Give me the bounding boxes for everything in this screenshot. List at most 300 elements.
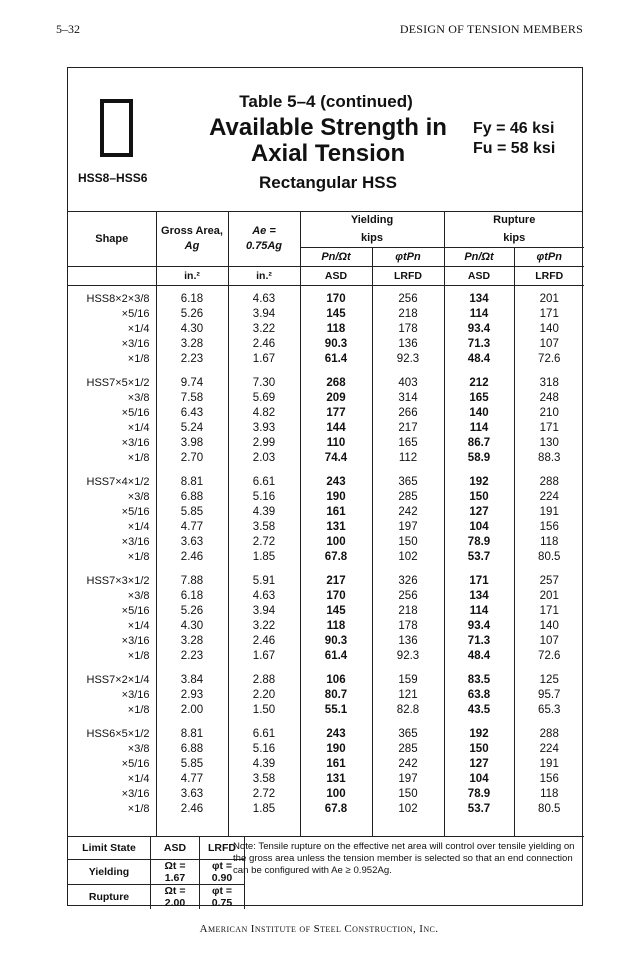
gap-cell xyxy=(228,565,300,574)
cell-effective-area: 6.61 xyxy=(228,727,300,742)
cell-effective-area: 4.39 xyxy=(228,505,300,520)
cell-yield-asd: 170 xyxy=(300,292,372,307)
ae-symbol: 0.75Ag xyxy=(245,239,283,252)
ls-head-lrfd: LRFD xyxy=(200,837,245,860)
cell-yield-asd: 110 xyxy=(300,436,372,451)
gap-cell xyxy=(156,664,228,673)
y-asd-symbol-text: Pn/Ωt xyxy=(321,251,351,263)
cell-gross-area: 3.84 xyxy=(156,673,228,688)
cell-shape: ×1/4 xyxy=(127,323,150,335)
fu-value: Fu = 58 ksi xyxy=(473,140,556,157)
cell-shape: ×1/4 xyxy=(127,773,150,785)
cell-rupture-lrfd: 107 xyxy=(514,634,584,649)
gap-cell xyxy=(300,565,372,574)
cell-yield-asd: 145 xyxy=(300,604,372,619)
cell-gross-area: 8.81 xyxy=(156,727,228,742)
cell-rupture-lrfd: 72.6 xyxy=(514,352,584,367)
cell-effective-area: 5.91 xyxy=(228,574,300,589)
table-row xyxy=(68,307,584,322)
cell-shape: HSS7×4×1/2 xyxy=(86,476,150,488)
gap-cell xyxy=(514,664,584,673)
cell-shape: ×1/8 xyxy=(127,452,150,464)
cell-rupture-asd: 63.8 xyxy=(444,688,514,703)
cell-yield-lrfd: 256 xyxy=(372,589,444,604)
cell-effective-area: 4.63 xyxy=(228,292,300,307)
cell-yield-asd: 118 xyxy=(300,322,372,337)
filler-cell xyxy=(228,817,300,836)
cell-rupture-lrfd: 95.7 xyxy=(514,688,584,703)
table-row xyxy=(68,589,584,604)
cell-shape: ×5/16 xyxy=(121,506,150,518)
cell-gross-area: 6.18 xyxy=(156,589,228,604)
cell-shape: ×3/8 xyxy=(127,491,150,503)
cell-shape: ×3/16 xyxy=(121,338,150,350)
cell-gross-area: 3.98 xyxy=(156,436,228,451)
group-gap xyxy=(68,664,584,673)
cell-yield-lrfd: 197 xyxy=(372,772,444,787)
cell-rupture-lrfd: 171 xyxy=(514,307,584,322)
cell-effective-area: 2.03 xyxy=(228,451,300,466)
cell-gross-area: 7.88 xyxy=(156,574,228,589)
table-row xyxy=(68,604,584,619)
cell-rupture-lrfd: 224 xyxy=(514,742,584,757)
cell-rupture-asd: 171 xyxy=(444,574,514,589)
limit-state-table xyxy=(68,837,245,909)
cell-rupture-asd: 104 xyxy=(444,772,514,787)
shape-range: HSS8–HSS6 xyxy=(78,171,148,185)
table-row xyxy=(68,727,584,742)
cell-yield-lrfd: 365 xyxy=(372,727,444,742)
cell-rupture-asd: 71.3 xyxy=(444,634,514,649)
cell-yield-asd: 90.3 xyxy=(300,634,372,649)
cell-rupture-lrfd: 210 xyxy=(514,406,584,421)
cell-effective-area: 5.16 xyxy=(228,742,300,757)
group-gap xyxy=(68,466,584,475)
table-row xyxy=(68,550,584,565)
table-row xyxy=(68,619,584,634)
cell-yield-asd: 100 xyxy=(300,787,372,802)
cell-yield-lrfd: 266 xyxy=(372,406,444,421)
cell-effective-area: 2.46 xyxy=(228,337,300,352)
page-number: 5–32 xyxy=(56,22,80,36)
cell-rupture-asd: 192 xyxy=(444,475,514,490)
cell-gross-area: 2.00 xyxy=(156,703,228,718)
cell-yield-asd: 67.8 xyxy=(300,550,372,565)
cell-yield-lrfd: 112 xyxy=(372,451,444,466)
table-row xyxy=(68,376,584,391)
cell-effective-area: 3.22 xyxy=(228,619,300,634)
col-shape: Shape xyxy=(95,232,129,245)
cell-rupture-asd: 83.5 xyxy=(444,673,514,688)
cell-rupture-lrfd: 201 xyxy=(514,589,584,604)
table-row xyxy=(68,787,584,802)
cell-shape: ×5/16 xyxy=(121,407,150,419)
cell-yield-lrfd: 92.3 xyxy=(372,352,444,367)
cell-yield-lrfd: 102 xyxy=(372,802,444,817)
table-row xyxy=(68,391,584,406)
cell-yield-asd: 131 xyxy=(300,520,372,535)
cell-yield-asd: 177 xyxy=(300,406,372,421)
cell-rupture-lrfd: 257 xyxy=(514,574,584,589)
cell-effective-area: 2.20 xyxy=(228,688,300,703)
cell-rupture-asd: 127 xyxy=(444,505,514,520)
gap-cell xyxy=(444,367,514,376)
yielding-kips: kips xyxy=(300,229,444,248)
table-subtitle: Rectangular HSS xyxy=(259,173,397,192)
cell-gross-area: 6.88 xyxy=(156,490,228,505)
gap-cell xyxy=(300,664,372,673)
unit-y-lrfd: LRFD xyxy=(372,267,444,286)
table-row xyxy=(68,574,584,589)
unit-y-asd: ASD xyxy=(300,267,372,286)
cell-yield-asd: 61.4 xyxy=(300,649,372,664)
cell-yield-asd: 61.4 xyxy=(300,352,372,367)
footnote-text: Note: Tensile rupture on the effective net area will control over tensile yielding on the gross area unless the tension member is selected so that an end connection can be configured with Ae ≥ 0.952Ag. xyxy=(233,841,575,876)
table-row xyxy=(68,520,584,535)
strength-table xyxy=(68,211,584,836)
cell-yield-asd: 190 xyxy=(300,490,372,505)
cell-yield-asd: 131 xyxy=(300,772,372,787)
cell-yield-asd: 170 xyxy=(300,589,372,604)
cell-shape: ×3/16 xyxy=(121,536,150,548)
ls-yielding-asd: Ωt = 1.67 xyxy=(151,860,200,885)
cell-gross-area: 2.46 xyxy=(156,550,228,565)
cell-yield-asd: 118 xyxy=(300,619,372,634)
cell-effective-area: 2.72 xyxy=(228,535,300,550)
gap-cell xyxy=(372,367,444,376)
y-lrfd-symbol xyxy=(372,248,444,267)
cell-rupture-lrfd: 80.5 xyxy=(514,550,584,565)
table-row xyxy=(68,490,584,505)
cell-rupture-lrfd: 288 xyxy=(514,475,584,490)
gap-cell xyxy=(228,718,300,727)
cell-yield-lrfd: 285 xyxy=(372,742,444,757)
ls-rupture-asd: Ωt = 2.00 xyxy=(151,885,200,910)
cell-yield-lrfd: 242 xyxy=(372,757,444,772)
cell-yield-asd: 145 xyxy=(300,307,372,322)
cell-rupture-lrfd: 156 xyxy=(514,520,584,535)
ls-yielding-lrfd: φt = 0.90 xyxy=(200,860,245,885)
cell-gross-area: 5.26 xyxy=(156,604,228,619)
gap-cell xyxy=(68,466,156,475)
rupture-header: Rupture xyxy=(444,211,584,229)
cell-yield-asd: 161 xyxy=(300,505,372,520)
cell-yield-lrfd: 403 xyxy=(372,376,444,391)
table-row xyxy=(68,757,584,772)
cell-effective-area: 2.72 xyxy=(228,787,300,802)
gap-cell xyxy=(300,718,372,727)
cell-rupture-lrfd: 118 xyxy=(514,535,584,550)
cell-effective-area: 1.67 xyxy=(228,649,300,664)
cell-rupture-asd: 114 xyxy=(444,421,514,436)
cell-yield-lrfd: 92.3 xyxy=(372,649,444,664)
cell-gross-area: 5.85 xyxy=(156,505,228,520)
gap-cell xyxy=(444,664,514,673)
cell-effective-area: 1.85 xyxy=(228,802,300,817)
cell-rupture-lrfd: 80.5 xyxy=(514,802,584,817)
group-gap xyxy=(68,718,584,727)
cell-rupture-asd: 127 xyxy=(444,757,514,772)
cell-rupture-asd: 134 xyxy=(444,292,514,307)
cell-effective-area: 3.93 xyxy=(228,421,300,436)
running-header: DESIGN OF TENSION MEMBERS xyxy=(399,22,583,36)
gap-cell xyxy=(444,466,514,475)
filler-cell xyxy=(300,817,372,836)
cell-gross-area: 6.88 xyxy=(156,742,228,757)
cell-shape: ×1/8 xyxy=(127,803,150,815)
ls-head-label: Limit State xyxy=(68,837,151,860)
cell-shape: ×3/16 xyxy=(121,689,150,701)
cell-gross-area: 3.63 xyxy=(156,787,228,802)
cell-effective-area: 7.30 xyxy=(228,376,300,391)
table-row xyxy=(68,703,584,718)
cell-gross-area: 9.74 xyxy=(156,376,228,391)
cell-yield-lrfd: 136 xyxy=(372,634,444,649)
cell-gross-area: 6.18 xyxy=(156,292,228,307)
cell-effective-area: 2.88 xyxy=(228,673,300,688)
cell-rupture-asd: 104 xyxy=(444,520,514,535)
cell-gross-area: 4.77 xyxy=(156,520,228,535)
gap-cell xyxy=(228,367,300,376)
cell-shape: ×1/4 xyxy=(127,620,150,632)
r-lrfd-symbol xyxy=(514,248,584,267)
gap-cell xyxy=(444,565,514,574)
cell-rupture-lrfd: 224 xyxy=(514,490,584,505)
cell-effective-area: 5.16 xyxy=(228,490,300,505)
cell-gross-area: 2.46 xyxy=(156,802,228,817)
cell-gross-area: 4.30 xyxy=(156,322,228,337)
cell-rupture-asd: 86.7 xyxy=(444,436,514,451)
cell-gross-area: 3.63 xyxy=(156,535,228,550)
unit-blank xyxy=(68,267,156,286)
cell-rupture-asd: 114 xyxy=(444,604,514,619)
cell-gross-area: 5.85 xyxy=(156,757,228,772)
cell-effective-area: 4.63 xyxy=(228,589,300,604)
table-row xyxy=(68,436,584,451)
cell-yield-lrfd: 82.8 xyxy=(372,703,444,718)
cell-rupture-lrfd: 72.6 xyxy=(514,649,584,664)
table-frame xyxy=(67,67,583,909)
cell-gross-area: 4.77 xyxy=(156,772,228,787)
unit-ag: in.² xyxy=(156,267,228,286)
filler-cell xyxy=(514,817,584,836)
cell-yield-asd: 144 xyxy=(300,421,372,436)
cell-shape: ×1/4 xyxy=(127,422,150,434)
cell-yield-lrfd: 178 xyxy=(372,619,444,634)
gap-cell xyxy=(514,718,584,727)
cell-rupture-asd: 48.4 xyxy=(444,352,514,367)
cell-rupture-asd: 53.7 xyxy=(444,550,514,565)
cell-yield-lrfd: 150 xyxy=(372,787,444,802)
cell-rupture-lrfd: 191 xyxy=(514,505,584,520)
filler-cell xyxy=(444,817,514,836)
cell-shape: ×5/16 xyxy=(121,605,150,617)
y-lrfd-symbol-text: φtPn xyxy=(395,251,421,263)
cell-rupture-asd: 150 xyxy=(444,490,514,505)
cell-rupture-asd: 53.7 xyxy=(444,802,514,817)
cell-yield-lrfd: 326 xyxy=(372,574,444,589)
ls-yielding-label: Yielding xyxy=(68,860,151,885)
cell-effective-area: 3.94 xyxy=(228,604,300,619)
table-row xyxy=(68,673,584,688)
ls-head-asd: ASD xyxy=(151,837,200,860)
table-row xyxy=(68,742,584,757)
cell-yield-asd: 55.1 xyxy=(300,703,372,718)
cell-gross-area: 5.26 xyxy=(156,307,228,322)
group-gap xyxy=(68,565,584,574)
cell-yield-asd: 190 xyxy=(300,742,372,757)
cell-rupture-asd: 58.9 xyxy=(444,451,514,466)
table-row xyxy=(68,535,584,550)
data-body xyxy=(68,286,584,837)
cell-yield-lrfd: 121 xyxy=(372,688,444,703)
table-row xyxy=(68,337,584,352)
gap-cell xyxy=(372,565,444,574)
cell-rupture-lrfd: 171 xyxy=(514,604,584,619)
cell-gross-area: 2.23 xyxy=(156,352,228,367)
gap-cell xyxy=(156,466,228,475)
cell-rupture-asd: 192 xyxy=(444,727,514,742)
cell-yield-lrfd: 314 xyxy=(372,391,444,406)
cell-yield-asd: 74.4 xyxy=(300,451,372,466)
r-lrfd-symbol-text: φtPn xyxy=(536,251,562,263)
cell-shape: ×3/16 xyxy=(121,437,150,449)
filler-row xyxy=(68,817,584,836)
cell-effective-area: 1.50 xyxy=(228,703,300,718)
cell-rupture-lrfd: 140 xyxy=(514,619,584,634)
cell-shape: ×1/4 xyxy=(127,521,150,533)
cell-rupture-asd: 93.4 xyxy=(444,619,514,634)
ae-label: Ae = xyxy=(252,224,276,237)
cell-yield-lrfd: 217 xyxy=(372,421,444,436)
cell-effective-area: 1.67 xyxy=(228,352,300,367)
filler-cell xyxy=(372,817,444,836)
cell-effective-area: 1.85 xyxy=(228,550,300,565)
cell-rupture-lrfd: 318 xyxy=(514,376,584,391)
cell-rupture-lrfd: 191 xyxy=(514,757,584,772)
cell-effective-area: 3.22 xyxy=(228,322,300,337)
table-title-line2: Axial Tension xyxy=(250,140,406,167)
footnote-block xyxy=(68,836,584,908)
cell-gross-area: 2.93 xyxy=(156,688,228,703)
cell-rupture-lrfd: 125 xyxy=(514,673,584,688)
unit-r-asd: ASD xyxy=(444,267,514,286)
cell-effective-area: 5.69 xyxy=(228,391,300,406)
cell-gross-area: 7.58 xyxy=(156,391,228,406)
cell-yield-asd: 100 xyxy=(300,535,372,550)
cell-rupture-lrfd: 201 xyxy=(514,292,584,307)
gross-area-label: Gross Area, xyxy=(161,224,223,237)
cell-rupture-lrfd: 65.3 xyxy=(514,703,584,718)
cell-yield-asd: 90.3 xyxy=(300,337,372,352)
table-row xyxy=(68,406,584,421)
r-asd-symbol-text: Pn/Ωt xyxy=(464,251,494,263)
cell-yield-lrfd: 197 xyxy=(372,520,444,535)
cell-yield-asd: 67.8 xyxy=(300,802,372,817)
cell-gross-area: 5.24 xyxy=(156,421,228,436)
fy-value: Fy = 46 ksi xyxy=(473,120,555,137)
cell-shape: ×3/8 xyxy=(127,743,150,755)
cell-shape: HSS6×5×1/2 xyxy=(86,728,150,740)
table-row xyxy=(68,421,584,436)
gap-cell xyxy=(444,718,514,727)
group-gap xyxy=(68,367,584,376)
cell-rupture-lrfd: 140 xyxy=(514,322,584,337)
cell-effective-area: 4.82 xyxy=(228,406,300,421)
gap-cell xyxy=(156,718,228,727)
cell-shape: ×1/8 xyxy=(127,353,150,365)
cell-yield-asd: 243 xyxy=(300,475,372,490)
table-row xyxy=(68,505,584,520)
cell-gross-area: 8.81 xyxy=(156,475,228,490)
gap-cell xyxy=(514,565,584,574)
gap-cell xyxy=(68,367,156,376)
cell-yield-asd: 243 xyxy=(300,727,372,742)
cell-yield-asd: 268 xyxy=(300,376,372,391)
col-gross-area xyxy=(156,211,228,267)
gap-cell xyxy=(156,565,228,574)
cell-yield-lrfd: 365 xyxy=(372,475,444,490)
cell-shape: ×5/16 xyxy=(121,758,150,770)
cell-gross-area: 3.28 xyxy=(156,337,228,352)
cell-yield-lrfd: 218 xyxy=(372,307,444,322)
gap-cell xyxy=(228,466,300,475)
table-clip xyxy=(68,68,584,836)
cell-shape: ×1/8 xyxy=(127,650,150,662)
table-row xyxy=(68,688,584,703)
cell-yield-asd: 209 xyxy=(300,391,372,406)
cell-effective-area: 6.61 xyxy=(228,475,300,490)
gap-cell xyxy=(156,367,228,376)
cell-effective-area: 3.58 xyxy=(228,520,300,535)
cell-shape: ×3/16 xyxy=(121,635,150,647)
cell-yield-lrfd: 165 xyxy=(372,436,444,451)
cell-gross-area: 2.70 xyxy=(156,451,228,466)
gap-cell xyxy=(68,565,156,574)
cell-effective-area: 4.39 xyxy=(228,757,300,772)
cell-rupture-lrfd: 118 xyxy=(514,787,584,802)
unit-r-lrfd: LRFD xyxy=(514,267,584,286)
table-row xyxy=(68,322,584,337)
cell-rupture-asd: 78.9 xyxy=(444,787,514,802)
cell-rupture-asd: 93.4 xyxy=(444,322,514,337)
cell-shape: HSS7×2×1/4 xyxy=(86,674,150,686)
cell-yield-lrfd: 150 xyxy=(372,535,444,550)
cell-shape: HSS7×5×1/2 xyxy=(86,377,150,389)
y-asd-symbol xyxy=(300,248,372,267)
table-row xyxy=(68,352,584,367)
gap-cell xyxy=(514,367,584,376)
cell-shape: ×3/16 xyxy=(121,788,150,800)
cell-rupture-lrfd: 171 xyxy=(514,421,584,436)
gap-cell xyxy=(68,664,156,673)
table-row xyxy=(68,292,584,307)
cell-shape: ×3/8 xyxy=(127,392,150,404)
gap-cell xyxy=(300,466,372,475)
gap-cell xyxy=(228,664,300,673)
cell-yield-asd: 161 xyxy=(300,757,372,772)
cell-rupture-asd: 43.5 xyxy=(444,703,514,718)
table-number: Table 5–4 (continued) xyxy=(239,92,413,111)
cell-shape: HSS8×2×3/8 xyxy=(86,293,150,305)
gap-cell xyxy=(372,718,444,727)
unit-ae: in.² xyxy=(228,267,300,286)
cell-yield-asd: 80.7 xyxy=(300,688,372,703)
table-row xyxy=(68,802,584,817)
cell-effective-area: 2.99 xyxy=(228,436,300,451)
cell-rupture-asd: 48.4 xyxy=(444,649,514,664)
yielding-header: Yielding xyxy=(300,211,444,229)
